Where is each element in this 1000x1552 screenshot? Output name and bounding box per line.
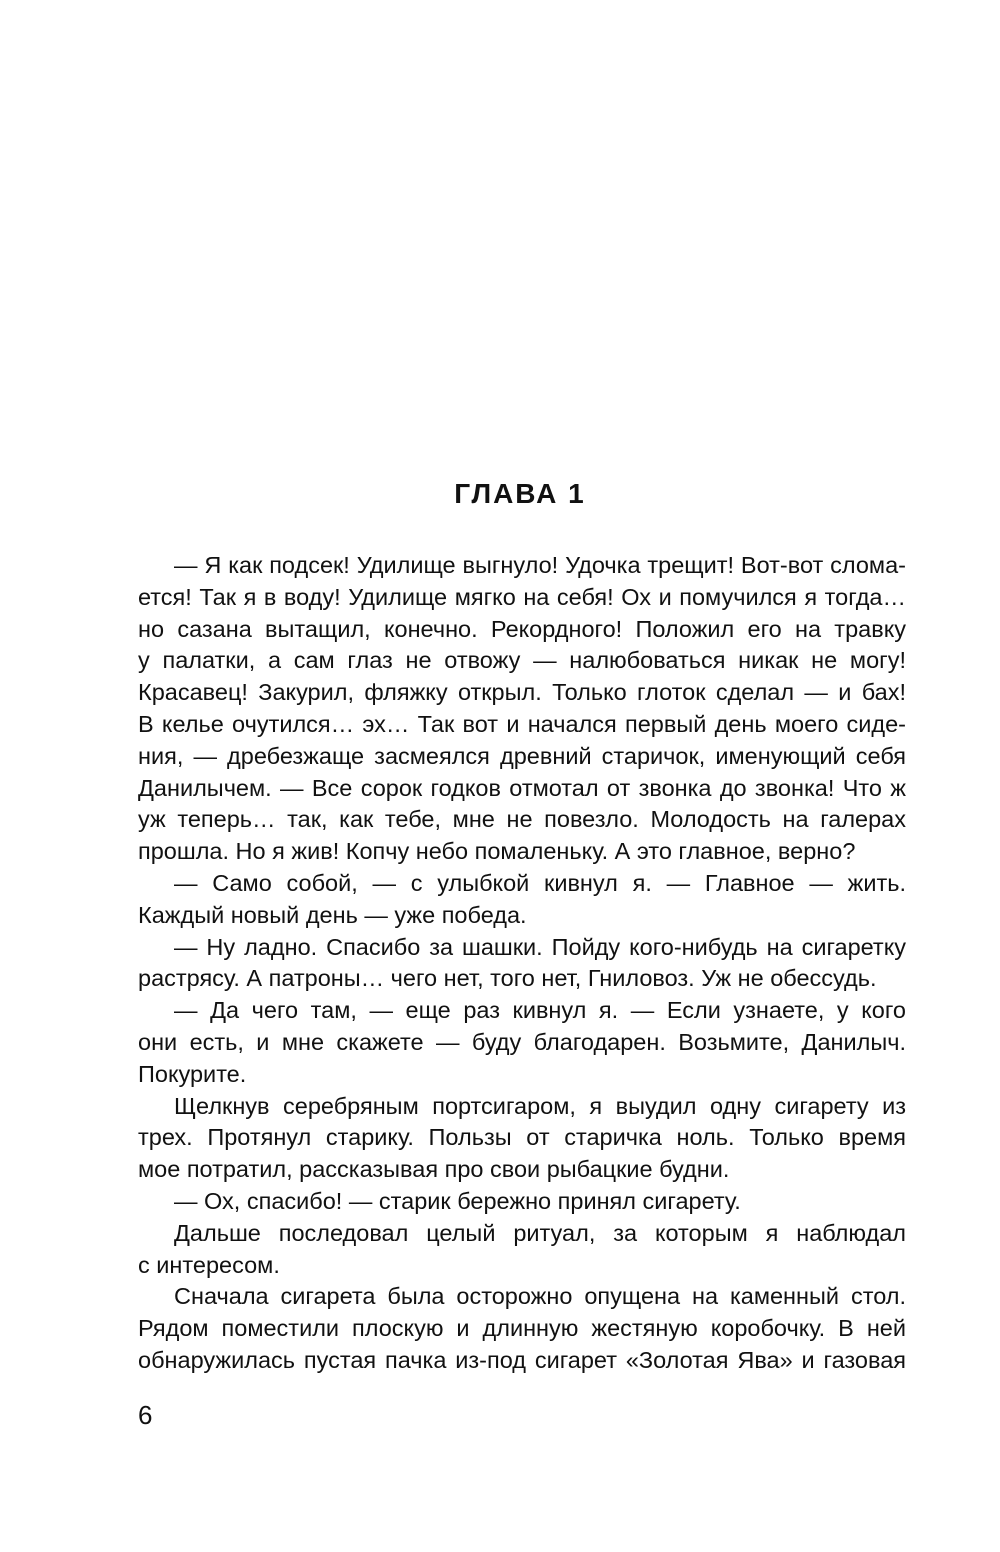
text-line: Покурите. bbox=[138, 1060, 247, 1087]
text-line: растрясу. А патроны… чего нет, того нет, Гниловоз. Уж не обессудь. bbox=[138, 965, 877, 992]
text-line: — Ох, спасибо! — старик бережно принял сигарету. bbox=[174, 1187, 741, 1214]
text-line: Красавец! Закурил, фляжку открыл. Только глоток сделал — и бах! bbox=[138, 679, 906, 706]
text-line: у палатки, а сам глаз не отвожу — налюбоваться никак не могу! bbox=[138, 647, 906, 674]
text-line: ется! Так я в воду! Удилище мягко на себя! Ох и помучился я тогда… bbox=[138, 583, 906, 610]
body-text bbox=[138, 550, 906, 1377]
paragraph bbox=[138, 932, 906, 996]
text-line: Дальше последовал целый ритуал, за которым я наблюдал bbox=[174, 1219, 906, 1246]
text-line: — Ну ладно. Спасибо за шашки. Пойду кого-нибудь на сигаретку bbox=[174, 933, 906, 960]
paragraph bbox=[138, 995, 906, 1090]
text-line: Данилычем. — Все сорок годков отмотал от звонка до звонка! Что ж bbox=[138, 774, 906, 801]
text-line: ния, — дребезжаще засмеялся древний старичок, именующий себя bbox=[138, 742, 906, 769]
paragraph bbox=[138, 1091, 906, 1186]
text-line: но сазана вытащил, конечно. Рекордного! Положил его на травку bbox=[138, 615, 906, 642]
text-line: с интересом. bbox=[138, 1251, 280, 1278]
text-line: Каждый новый день — уже победа. bbox=[138, 901, 527, 928]
paragraph bbox=[138, 868, 906, 932]
paragraph bbox=[138, 1281, 906, 1376]
text-line: они есть, и мне скажете — буду благодарен. Возьмите, Данилыч. bbox=[138, 1028, 906, 1055]
text-line: В келье очутился… эх… Так вот и начался первый день моего сиде- bbox=[138, 710, 906, 737]
text-line: Щелкнув серебряным портсигаром, я выудил одну сигарету из bbox=[174, 1092, 906, 1119]
text-line: обнаружилась пустая пачка из-под сигарет «Золотая Ява» и газовая bbox=[138, 1346, 906, 1373]
page-number: 6 bbox=[138, 1400, 153, 1430]
text-line: трех. Протянул старику. Пользы от старичка ноль. Только время bbox=[138, 1124, 906, 1151]
paragraph bbox=[138, 1186, 906, 1218]
chapter-title: ГЛАВА 1 bbox=[454, 478, 586, 509]
text-line: — Я как подсек! Удилище выгнуло! Удочка трещит! Вот-вот слома- bbox=[174, 552, 906, 578]
paragraph bbox=[138, 550, 906, 868]
paragraph bbox=[138, 1218, 906, 1282]
text-line: — Само собой, — с улыбкой кивнул я. — Главное — жить. bbox=[174, 869, 906, 896]
text-line: — Да чего там, — еще раз кивнул я. — Если узнаете, у кого bbox=[174, 997, 906, 1024]
text-line: прошла. Но я жив! Копчу небо помаленьку. А это главное, верно? bbox=[138, 838, 856, 865]
text-line: уж теперь… так, как тебе, мне не повезло. Молодость на галерах bbox=[138, 806, 906, 833]
text-line: Сначала сигарета была осторожно опущена на каменный стол. bbox=[174, 1283, 906, 1310]
text-line: мое потратил, рассказывая про свои рыбацкие будни. bbox=[138, 1156, 730, 1183]
text-line: Рядом поместили плоскую и длинную жестяную коробочку. В ней bbox=[138, 1315, 906, 1342]
